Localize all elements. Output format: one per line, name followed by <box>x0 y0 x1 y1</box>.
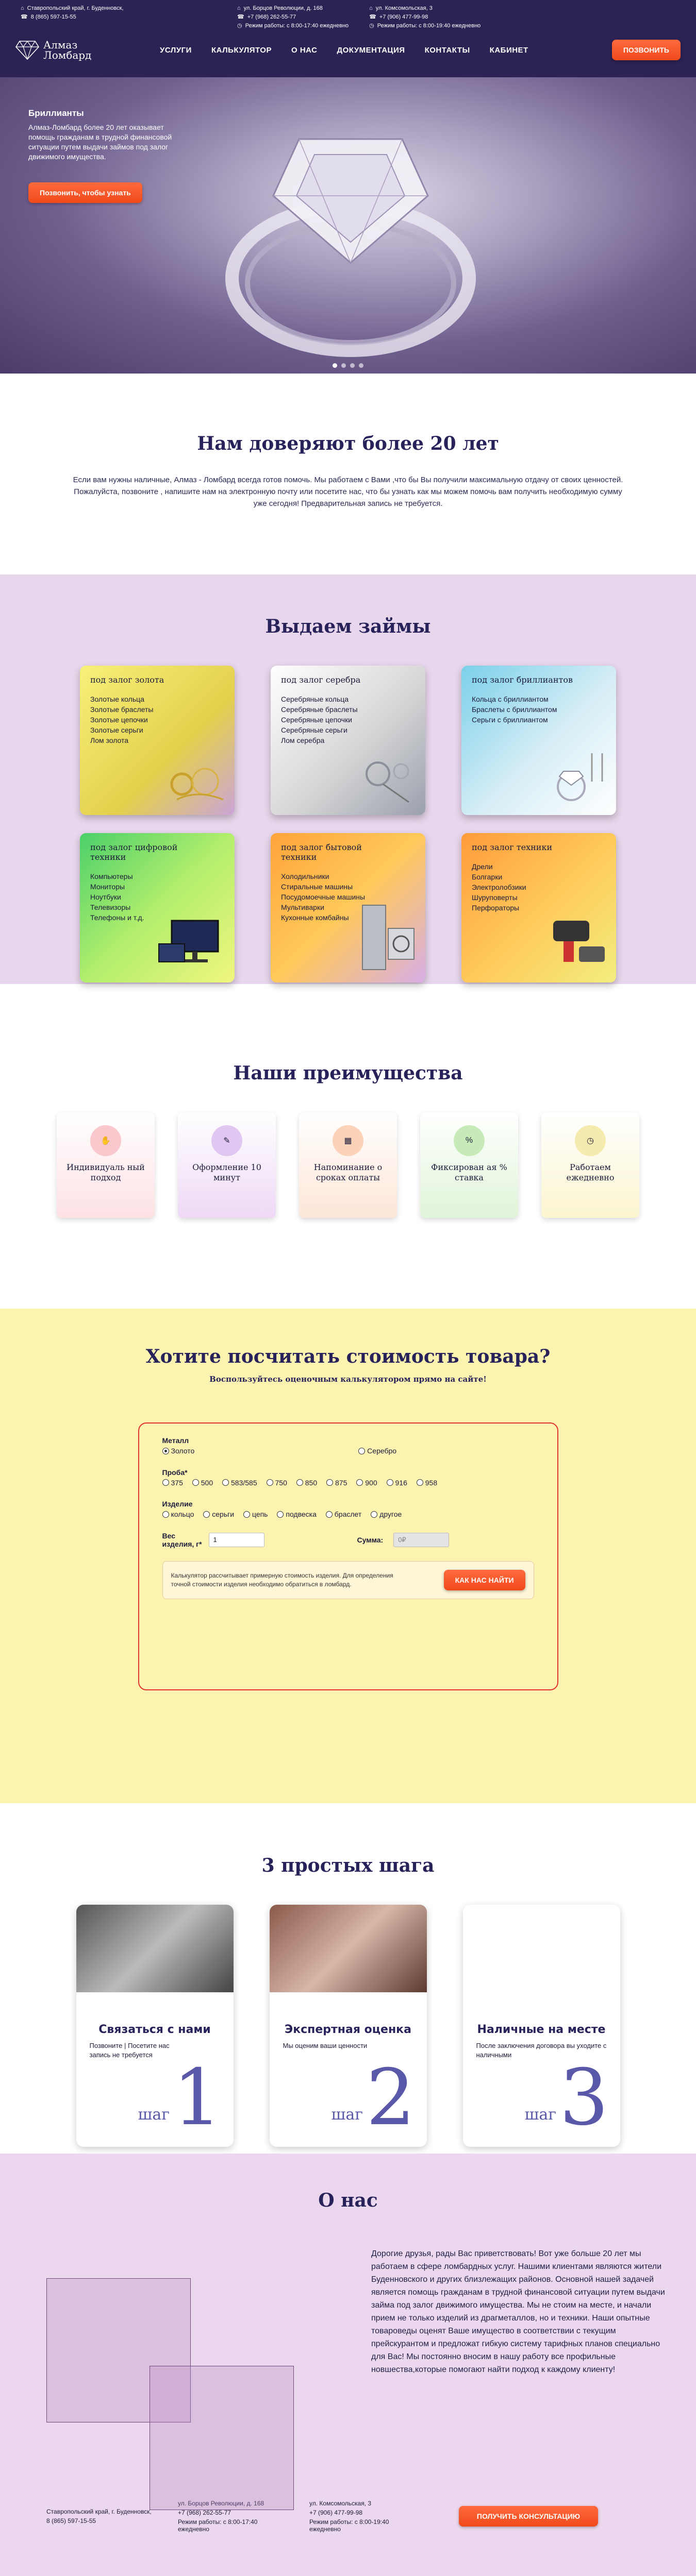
advantage-label: Напоминание о сроках оплаты <box>313 1162 383 1182</box>
header-address-1: ⌂ Ставропольский край, г. Буденновск, <box>21 5 124 11</box>
loan-card-digital[interactable] <box>80 833 235 982</box>
probe-label: Проба* <box>162 1468 188 1477</box>
clock-icon: ◷ <box>575 1125 606 1156</box>
power-tools-icon <box>543 910 610 972</box>
step-text: запись не требуется <box>89 2051 153 2059</box>
weight-label: Вес изделия, г* <box>162 1531 202 1548</box>
list-item: Золотые браслеты <box>90 705 154 714</box>
steps-grid <box>0 1905 696 2147</box>
probe-radio[interactable]: 850 <box>296 1479 317 1487</box>
hero-title: Бриллианты <box>28 108 84 118</box>
nav-about[interactable]: О НАС <box>291 45 318 55</box>
list-item: Стиральные машины <box>281 883 353 891</box>
list-item: Электролобзики <box>472 883 526 891</box>
advantage-label: Работаем ежедневно <box>566 1162 615 1182</box>
loan-card-title: под залог серебра <box>281 675 361 685</box>
probe-radio[interactable]: 958 <box>417 1479 437 1487</box>
slider-dot[interactable] <box>333 363 337 368</box>
list-item: Ноутбуки <box>90 893 121 901</box>
hero-text: Алмаз-Ломбард более 20 лет оказывает помощь гражданам в трудной финансовой ситуации путем выдачи займов под залог движимого имущества. <box>28 123 172 161</box>
item-radio[interactable]: подвеска <box>277 1510 317 1518</box>
about-decor <box>46 2247 263 2464</box>
step-word: шаг <box>331 2106 363 2124</box>
diamond-jewelry-icon <box>543 743 610 805</box>
diamond-ring-image <box>217 77 485 374</box>
header-phone-3[interactable]: ☎ +7 (906) 477-99-98 <box>369 13 428 20</box>
advantages-title: Наши преимущества <box>233 1062 463 1084</box>
header-phone-1[interactable]: ☎ 8 (865) 597-15-55 <box>21 13 76 20</box>
header-contacts <box>0 0 696 27</box>
advantage-card <box>57 1112 155 1218</box>
list-item: Шуруповерты <box>472 893 518 902</box>
loan-card-appliances[interactable] <box>271 833 425 982</box>
calculator-subtitle: Воспользуйтесь оценочным калькулятором прямо на сайте! <box>209 1375 487 1384</box>
weight-input[interactable]: 1 <box>209 1533 264 1547</box>
decor-square <box>150 2366 294 2510</box>
about-body <box>0 2247 696 2464</box>
sum-label: Сумма: <box>357 1535 384 1544</box>
list-item: Серебряные браслеты <box>281 705 358 714</box>
step-word: шаг <box>524 2106 556 2124</box>
header-phone-2[interactable]: ☎ +7 (968) 262-55-77 <box>237 13 296 20</box>
probe-radio[interactable]: 583/585 <box>222 1479 257 1487</box>
metal-radio-gold[interactable]: Золото <box>162 1447 195 1455</box>
handshake-icon: ✋ <box>90 1125 121 1156</box>
hero-content <box>28 108 183 203</box>
trust-section <box>0 374 696 574</box>
loan-card-title: под залог цифровой техники <box>90 842 178 862</box>
loans-title: Выдаем займы <box>265 616 431 637</box>
list-item: Лом золота <box>90 736 129 744</box>
calculator-note-text: Калькулятор рассчитывает примерную стоимость изделия. Для определения точной стоимости изделия необходимо обратиться в ломбард. <box>171 1571 393 1588</box>
step-word: шаг <box>138 2106 170 2124</box>
list-item: Телевизоры <box>90 903 131 911</box>
contact-address: ул. Борцов Революции, д. 168 <box>178 2500 264 2507</box>
sum-output: 0₽ <box>393 1533 449 1547</box>
steps-title: 3 простых шага <box>261 1855 435 1876</box>
step-image <box>270 1905 427 1992</box>
slider-dots <box>333 363 363 368</box>
item-radio[interactable]: браслет <box>326 1510 362 1518</box>
loan-card-title: под залог бриллиантов <box>472 675 573 685</box>
trust-text: Если вам нужны наличные, Алмаз - Ломбард всегда готов помочь. Мы работаем с Вами ,что бы Вы получили максимальную отдачу от своих ценностей. Пожалуйста, позвоните , напишите нам на электронную почту или посетите нас, что бы узнать как мы можем помочь вам получить необходимую сумму уже сегодня! Предварительная запись не требуется. <box>73 476 623 508</box>
nav-contacts[interactable]: КОНТАКТЫ <box>424 45 470 55</box>
find-us-button[interactable]: КАК НАС НАЙТИ <box>444 1570 525 1590</box>
site-header <box>0 0 696 77</box>
list-item: Болгарки <box>472 873 503 881</box>
list-item: Серебряные цепочки <box>281 716 352 724</box>
step-text: Мы оценим ваши ценности <box>283 2042 368 2049</box>
list-item: Мониторы <box>90 883 125 891</box>
calculator-section <box>0 1309 696 1803</box>
loan-grid <box>0 666 696 982</box>
steps-section <box>0 1803 696 2154</box>
computer-devices-icon <box>156 916 228 972</box>
item-radio[interactable]: серьги <box>203 1510 234 1518</box>
nav-services[interactable]: УСЛУГИ <box>160 45 192 55</box>
loan-card-gold[interactable] <box>80 666 235 815</box>
item-label: Изделие <box>162 1500 193 1508</box>
metal-row <box>162 1436 534 1456</box>
probe-radio[interactable]: 500 <box>192 1479 213 1487</box>
metal-radio-silver[interactable]: Серебро <box>358 1447 396 1455</box>
contact-address: ул. Комсомольская, 3 <box>309 2500 372 2507</box>
advantage-label: Фиксирован ая % ставка <box>431 1162 507 1182</box>
step-text: После заключения договора вы уходите с наличными <box>476 2042 607 2059</box>
nav-documents[interactable]: ДОКУМЕНТАЦИЯ <box>337 45 405 55</box>
step-title: Наличные на месте <box>477 2023 606 2036</box>
step-image <box>76 1905 234 1992</box>
header-address-3: ⌂ ул. Комсомольская, 3 <box>369 5 433 11</box>
step-card-1: Связаться с нами Позвоните | Посетите нас запись не требуется шаг 1 <box>76 1905 234 2147</box>
list-item: Телефоны и т.д. <box>90 913 144 922</box>
about-text: Дорогие друзья, рады Вас приветствовать! Вот уже больше 20 лет мы работаем в сфере ломбардных услуг. Нашими клиентами являются жители Буденновского и других близлежащих районов. Основной нашей задачей является помощь гражданам в трудной финансовой ситуации путем выдачи займа под залог движимого имущества. Мы не стоим на месте, и начали прием не только изделий из драгметаллов, но и техники. Наши опытные товароведы оценят Ваше имущество в соответствии с текущим прейскурантом и предложат гибкую систему тарифных планов специально для Вас! Мы постоянно вносим в нашу работу все профильные новшества,которые помогают найти подход к каждому клиенту! <box>371 2249 665 2374</box>
list-item: Дрели <box>472 862 493 871</box>
loan-card-title: под залог бытовой техники <box>281 842 362 862</box>
probe-radio[interactable]: 875 <box>326 1479 347 1487</box>
step-card-2 <box>270 1905 427 2147</box>
list-item: Золотые серьги <box>90 726 143 734</box>
step-title: Связаться с нами <box>98 2023 211 2036</box>
list-item: Серебряные кольца <box>281 695 349 703</box>
about-section <box>0 2154 696 2576</box>
item-radio[interactable]: кольцо <box>162 1510 194 1518</box>
contact-hours: Режим работы: с 8:00-17:40 ежедневно <box>178 2518 258 2533</box>
calculator-note <box>162 1561 534 1599</box>
about-contacts <box>0 2464 696 2533</box>
step-number: 2 <box>366 2053 416 2143</box>
list-item: Серьги с бриллиантом <box>472 716 548 724</box>
slider-dot[interactable] <box>341 363 346 368</box>
loan-card-tools[interactable] <box>461 833 616 982</box>
contact-phone[interactable]: +7 (968) 262-55-77 <box>178 2509 231 2516</box>
step-card-3 <box>463 1905 620 2147</box>
list-item: Посудомоечные машины <box>281 893 366 901</box>
probe-radio[interactable]: 375 <box>162 1479 183 1487</box>
call-button[interactable]: ПОЗВОНИТЬ <box>612 40 681 60</box>
contact-phone[interactable]: 8 (865) 597-15-55 <box>46 2517 96 2524</box>
list-item: Золотые цепочки <box>90 716 148 724</box>
advantage-card <box>541 1112 639 1218</box>
step-image <box>463 1905 620 1992</box>
advantages-section <box>0 984 696 1309</box>
visit-link[interactable]: Посетите нас <box>127 2042 170 2049</box>
logo[interactable] <box>15 40 144 60</box>
weight-sum-row <box>162 1532 534 1548</box>
trust-title: Нам доверяют более 20 лет <box>197 433 499 454</box>
advantages-grid <box>0 1112 696 1218</box>
advantage-card <box>178 1112 276 1218</box>
list-item: Браслеты с бриллиантом <box>472 705 557 714</box>
advantage-card <box>299 1112 397 1218</box>
list-item: Лом серебра <box>281 736 325 744</box>
silver-jewelry-icon <box>352 753 419 805</box>
list-item: Компьютеры <box>90 872 133 880</box>
logo-line-1: Алмаз <box>43 39 78 51</box>
loans-section <box>0 574 696 984</box>
diamond-logo-icon <box>15 40 39 60</box>
advantage-label: Оформление 10 минут <box>192 1162 261 1182</box>
list-item: Серебряные серьги <box>281 726 347 734</box>
header-address-2: ⌂ ул. Борцов Революции, д. 168 <box>237 5 323 11</box>
logo-line-2: Ломбард <box>43 49 92 61</box>
about-title: О нас <box>318 2190 378 2211</box>
header-hours-2: ◷ Режим работы: с 8:00-17:40 ежедневно <box>237 22 349 29</box>
consultation-button[interactable]: ПОЛУЧИТЬ КОНСУЛЬТАЦИЮ <box>459 2506 598 2527</box>
nav-calculator[interactable]: КАЛЬКУЛЯТОР <box>211 45 272 55</box>
probe-row <box>162 1468 534 1488</box>
list-item: Кольца с бриллиантом <box>472 695 549 703</box>
item-radio[interactable]: другое <box>371 1510 402 1518</box>
list-item: Золотые кольца <box>90 695 144 703</box>
list-item: Перфораторы <box>472 904 520 912</box>
probe-radio[interactable]: 750 <box>267 1479 287 1487</box>
loan-card-diamond[interactable] <box>461 666 616 815</box>
metal-label: Металл <box>162 1436 189 1445</box>
contact-hours: Режим работы: с 8:00-19:40 ежедневно <box>309 2518 389 2533</box>
nav-cabinet[interactable]: КАБИНЕТ <box>489 45 528 55</box>
header-hours-3: ◷ Режим работы: с 8:00-19:40 ежедневно <box>369 22 481 29</box>
gold-jewelry-icon <box>161 758 228 805</box>
document-icon: ✎ <box>211 1125 242 1156</box>
calculator-title: Хотите посчитать стоимость товара? <box>145 1346 551 1367</box>
step-title: Экспертная оценка <box>285 2023 411 2036</box>
item-radio[interactable]: цепь <box>243 1510 268 1518</box>
probe-radio[interactable]: 916 <box>387 1479 407 1487</box>
loan-card-title: под залог техники <box>472 842 553 852</box>
calendar-icon: ▦ <box>333 1125 363 1156</box>
loan-card-title: под залог золота <box>90 675 164 685</box>
list-item: Холодильники <box>281 872 329 880</box>
step-number: 1 <box>173 2053 222 2143</box>
loan-card-silver[interactable] <box>271 666 425 815</box>
hero-call-button[interactable]: Позвонить, чтобы узнать <box>28 182 142 203</box>
contact-phone[interactable]: +7 (906) 477-99-98 <box>309 2509 363 2516</box>
probe-radio[interactable]: 900 <box>356 1479 377 1487</box>
list-item: Мультиварки <box>281 903 324 911</box>
slider-dot[interactable] <box>359 363 363 368</box>
call-link[interactable]: Позвоните <box>89 2042 123 2049</box>
calculator-form <box>138 1422 558 1690</box>
contact-address: Ставропольский край, г. Буденновск, <box>46 2508 152 2515</box>
item-row <box>162 1500 534 1519</box>
step-number: 3 <box>559 2053 609 2143</box>
contact-block <box>46 2508 157 2524</box>
contact-block <box>309 2500 420 2533</box>
list-item: Кухонные комбайны <box>281 913 349 922</box>
hero-slider <box>0 77 696 374</box>
header-nav-row <box>0 27 696 73</box>
advantage-card <box>420 1112 518 1218</box>
percent-lock-icon: % <box>454 1125 485 1156</box>
advantage-label: Индивидуаль ный подход <box>67 1162 145 1182</box>
main-nav <box>160 46 612 55</box>
slider-dot[interactable] <box>350 363 355 368</box>
